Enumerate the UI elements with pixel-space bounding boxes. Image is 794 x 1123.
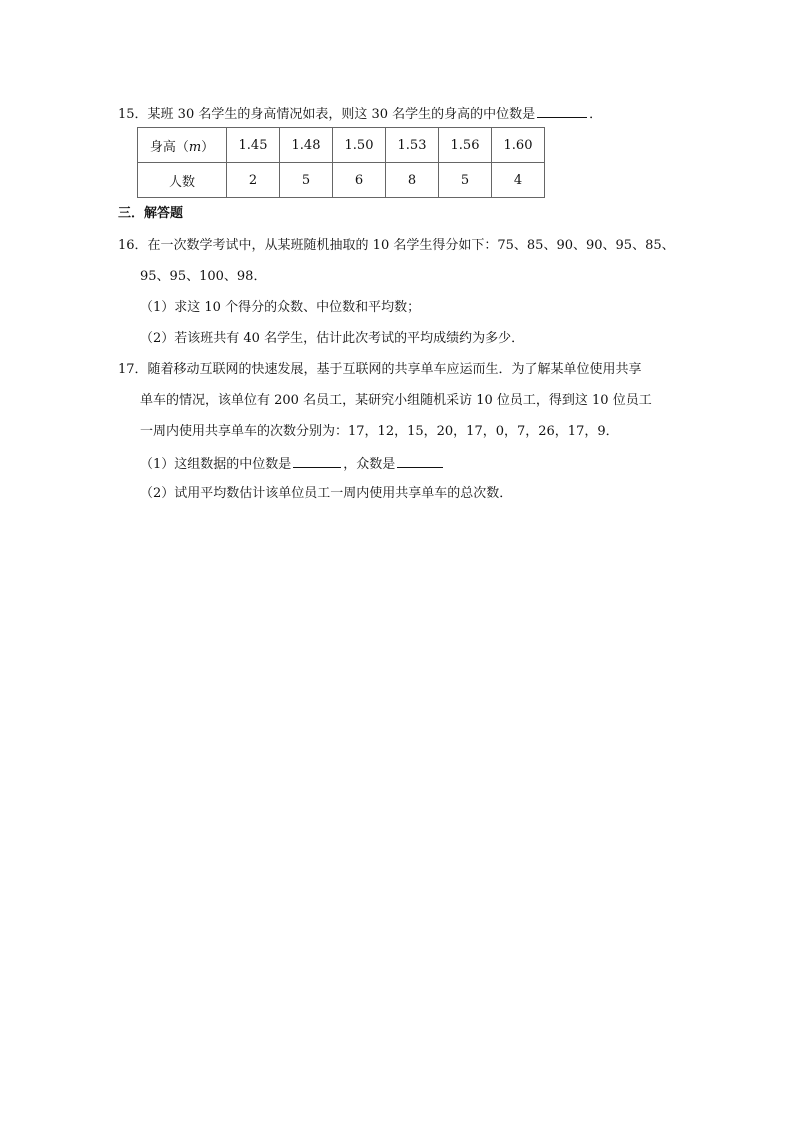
table-row-counts: [138, 163, 545, 198]
q15-number: 15．: [118, 107, 148, 122]
height-header-cell: 身高（m）: [138, 128, 227, 163]
height-table: [137, 127, 545, 198]
q16-line-1: 16．在一次数学考试中，从某班随机抽取的 10 名学生得分如下：75、85、90、90、95、85、: [118, 238, 675, 253]
q17-line-3: 一周内使用共享单车的次数分别为：17，12，15，20，17，0，7，26，17，9．: [140, 424, 619, 439]
height-cell: 1.56: [439, 128, 492, 163]
table-row-heights: [138, 128, 545, 163]
q15-answer-blank[interactable]: [537, 104, 587, 118]
q15-text: 某班 30 名学生的身高情况如表，则这 30 名学生的身高的中位数是: [147, 107, 536, 122]
count-cell: 6: [333, 163, 386, 198]
count-cell: 2: [227, 163, 280, 198]
q17-line-2: 单车的情况，该单位有 200 名员工，某研究小组随机采访 10 位员工，得到这 10 位员工: [140, 393, 652, 408]
meter-unit: m: [188, 139, 202, 155]
height-cell: 1.48: [280, 128, 333, 163]
q16-line-2: 95、95、100、98．: [140, 269, 267, 284]
count-cell: 5: [439, 163, 492, 198]
height-cell: 1.45: [227, 128, 280, 163]
count-cell: 8: [386, 163, 439, 198]
q17-line-1: 17．随着移动互联网的快速发展，基于互联网的共享单车应运而生．为了解某单位使用共享: [118, 362, 642, 377]
q16-part-1: （1）求这 10 个得分的众数、中位数和平均数；: [140, 300, 421, 315]
q15-period: ．: [589, 107, 603, 122]
count-cell: 5: [280, 163, 333, 198]
count-cell: 4: [492, 163, 545, 198]
height-cell: 1.53: [386, 128, 439, 163]
q17-part-1: （1）这组数据的中位数是 ，众数是: [140, 454, 445, 474]
height-cell: 1.50: [333, 128, 386, 163]
q17-mode-blank[interactable]: [397, 454, 443, 468]
q17-part-2: （2）试用平均数估计该单位员工一周内使用共享单车的总次数．: [140, 486, 513, 501]
section-title: 三．解答题: [118, 206, 184, 221]
q16-part-2: （2）若该班共有 40 名学生，估计此次考试的平均成绩约为多少．: [140, 331, 525, 346]
q16-number: 16．: [118, 238, 148, 253]
q15-stem: [118, 104, 602, 124]
height-cell: 1.60: [492, 128, 545, 163]
q17-median-blank[interactable]: [293, 454, 341, 468]
count-header-cell: 人数: [138, 163, 227, 198]
q17-number: 17．: [118, 362, 148, 377]
